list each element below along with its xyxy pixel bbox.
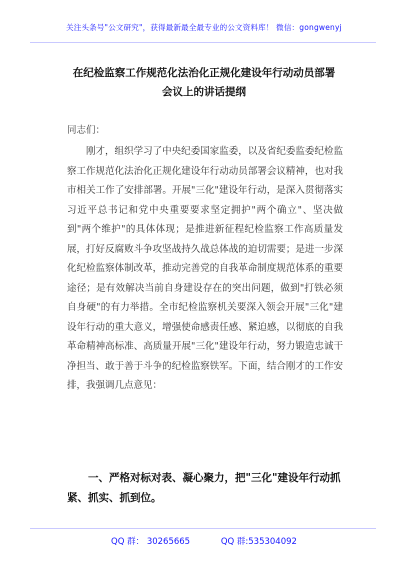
section-heading-1: 一、严格对标对表、凝心聚力，把"三化"建设年行动抓紧、抓实、抓到位。 bbox=[67, 472, 341, 504]
document-title bbox=[36, 64, 372, 102]
header-divider bbox=[30, 42, 376, 43]
title-line-2: 会议上的讲话提纲 bbox=[162, 86, 246, 98]
footer-divider bbox=[30, 528, 376, 529]
header-promo-text: 关注头条号"公文研究"，获得最新最全最专业的公文资料库！ 微信：gongwenyj bbox=[66, 23, 342, 32]
footer-qq-group-2: QQ 群:535304092 bbox=[220, 537, 297, 547]
footer-qq-group-1: QQ 群： 30265665 bbox=[111, 537, 191, 547]
salutation: 同志们： bbox=[67, 125, 106, 136]
footer bbox=[0, 535, 408, 547]
body-paragraph: 刚才，组织学习了中央纪委国家监委，以及省纪委监委纪检监察工作规范化法治化正规化建设年行动动员部署会议精神，也对我市相关工作了安排部署。开展"三化"建设年行动，是深入贯彻落实习近平总书记和党中央重要要求坚定拥护"两个确立"、坚决做到"两个维护"的具体体现；是推进新征程纪检监察工作高质量发展，打好反腐败斗争攻坚战持久战总体战的迫切需要；是进一步深化纪检监察体制改革，推动完善党的自我革命制度规范体系的重要途径；是有效解决当前自身建设存在的突出问题，做到"打铁必须自身硬"的有力举措。全市纪检监察机关要深入领会开展"三化"建设年行动的重大意义，增强使命感责任感、紧迫感，以彻底的自我革命精神高标准、高质量开展"三化"建设年行动，努力锻造忠诚干净担当、敢于善于斗争的纪检监察铁军。下面，结合刚才的工作安排，我强调几点意见： bbox=[67, 146, 343, 391]
title-line-1: 在纪检监察工作规范化法治化正规化建设年行动动员部署 bbox=[72, 67, 336, 79]
body-text bbox=[67, 142, 343, 396]
